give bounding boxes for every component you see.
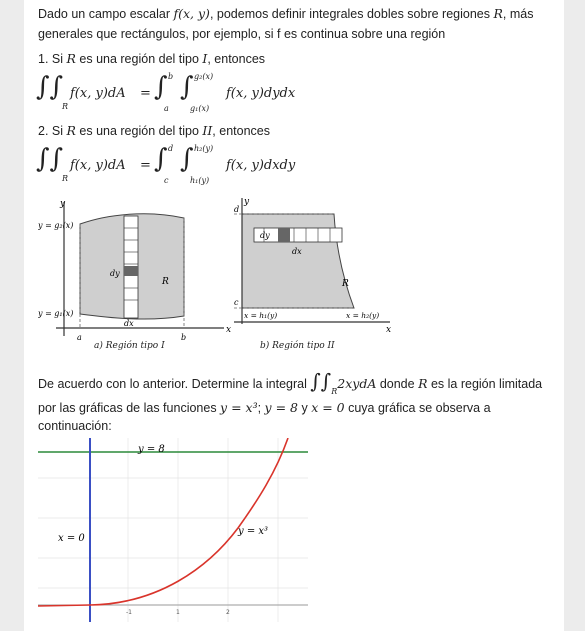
figure-type-1 [38, 196, 234, 356]
case2-label [38, 122, 270, 140]
outer-integral-sign: ∫ [154, 72, 168, 102]
case2-region-symbol: R [66, 123, 76, 138]
function-constant: y = 8 [264, 400, 298, 415]
equals-sign: = [140, 86, 151, 101]
question-text: cuya gráfica se observa a [344, 401, 491, 415]
double-integral-sign: ∫∫ [36, 72, 64, 102]
case1-text: , entonces [207, 52, 266, 66]
intro-text: , más [502, 7, 534, 21]
outer-lower-limit: a [164, 104, 169, 113]
outer-integral-sign: ∫ [154, 144, 168, 174]
dx-label: dx [292, 247, 302, 256]
svg-text:-1: -1 [126, 609, 132, 616]
inner-upper-limit: h₂(y) [194, 144, 214, 153]
question-region-symbol: R [418, 376, 428, 391]
case1-formula [36, 72, 336, 116]
intro-line-1 [38, 5, 533, 23]
intro-text: Dado un campo escalar [38, 7, 174, 21]
inner-upper-limit: g₂(x) [194, 72, 214, 81]
case1-text: 1. Si [38, 52, 67, 66]
question-line-2 [38, 399, 491, 417]
function-cubic: y = x³ [220, 400, 258, 415]
case1-region-symbol: R [66, 51, 76, 66]
c-label: c [234, 298, 239, 307]
b-label: b [181, 333, 187, 342]
figure-type-2 [230, 196, 394, 346]
region-graph [38, 438, 308, 622]
label-cubic: y = x³ [238, 526, 269, 537]
x-axis-label: x [386, 325, 392, 335]
caption-type-2: b) Región tipo II [260, 341, 335, 351]
intro-region-symbol: R [493, 6, 503, 21]
question-text: es la región limitada [427, 377, 543, 391]
inner-integral-sign: ∫ [180, 72, 194, 102]
intro-function: f(x, y) [173, 6, 210, 21]
dy-label: dy [260, 231, 270, 240]
question-line-1 [38, 369, 543, 396]
caption-type-1: a) Región tipo I [94, 341, 165, 351]
region-subscript: R [62, 102, 69, 111]
x-axis-label: x [226, 325, 232, 335]
region-label: R [342, 279, 349, 289]
case2-type: II [202, 123, 213, 138]
right-curve-label: x = h₂(y) [346, 311, 380, 320]
case2-text: es una región del tipo [75, 124, 203, 138]
area-element [124, 266, 138, 276]
dy-label: dy [110, 269, 120, 278]
svg-text:1: 1 [176, 609, 180, 616]
region-label: R [162, 277, 169, 287]
question-line-3: continuación: [38, 419, 112, 433]
top-curve-label: y = g₂(x) [38, 221, 74, 230]
bottom-curve-label: y = g₁(x) [38, 309, 74, 318]
question-integrand: 2xydA [337, 376, 377, 391]
region-subscript: R [62, 174, 69, 183]
outer-upper-limit: d [168, 144, 174, 153]
case2-text: 2. Si [38, 124, 67, 138]
y-axis-label: y [244, 197, 250, 207]
equals-sign: = [140, 158, 151, 173]
outer-lower-limit: c [164, 176, 169, 185]
lhs-integrand: f(x, y)dA [70, 158, 126, 173]
label-x-0: x = 0 [58, 533, 85, 544]
inner-lower-limit: h₁(y) [190, 176, 210, 185]
inner-integral-sign: ∫ [180, 144, 194, 174]
rhs-integrand: f(x, y)dydx [226, 86, 296, 101]
separator: ; [257, 401, 265, 415]
double-integral-sign: ∫∫ [36, 144, 64, 174]
case2-formula [36, 144, 336, 188]
question-text: De acuerdo con lo anterior. Determine la integral [38, 377, 311, 391]
intro-line-2: generales que rectángulos, por ejemplo, si f es continua sobre una región [38, 27, 446, 41]
region-subscript: R [331, 387, 338, 396]
svg-text:2: 2 [226, 609, 230, 616]
double-integral-sign: ∫∫ [310, 369, 332, 393]
case1-type: I [202, 51, 208, 66]
function-vertical: x = 0 [311, 400, 345, 415]
question-text: donde [376, 377, 419, 391]
separator: y [297, 401, 312, 415]
a-label: a [77, 333, 82, 342]
intro-text: , podemos definir integrales dobles sobre regiones [209, 7, 494, 21]
d-label: d [234, 205, 240, 214]
y-axis-label: y [60, 199, 66, 209]
area-element [278, 228, 290, 242]
case2-text: , entonces [212, 124, 270, 138]
page [24, 0, 564, 631]
case1-label [38, 50, 265, 68]
case1-text: es una región del tipo [75, 52, 203, 66]
lhs-integrand: f(x, y)dA [70, 86, 126, 101]
dx-label: dx [124, 319, 134, 328]
question-text: por las gráficas de las funciones [38, 401, 221, 415]
left-curve-label: x = h₁(y) [244, 311, 278, 320]
outer-upper-limit: b [168, 72, 174, 81]
inner-lower-limit: g₁(x) [190, 104, 210, 113]
rhs-integrand: f(x, y)dxdy [226, 158, 296, 173]
label-y-8: y = 8 [138, 444, 165, 455]
